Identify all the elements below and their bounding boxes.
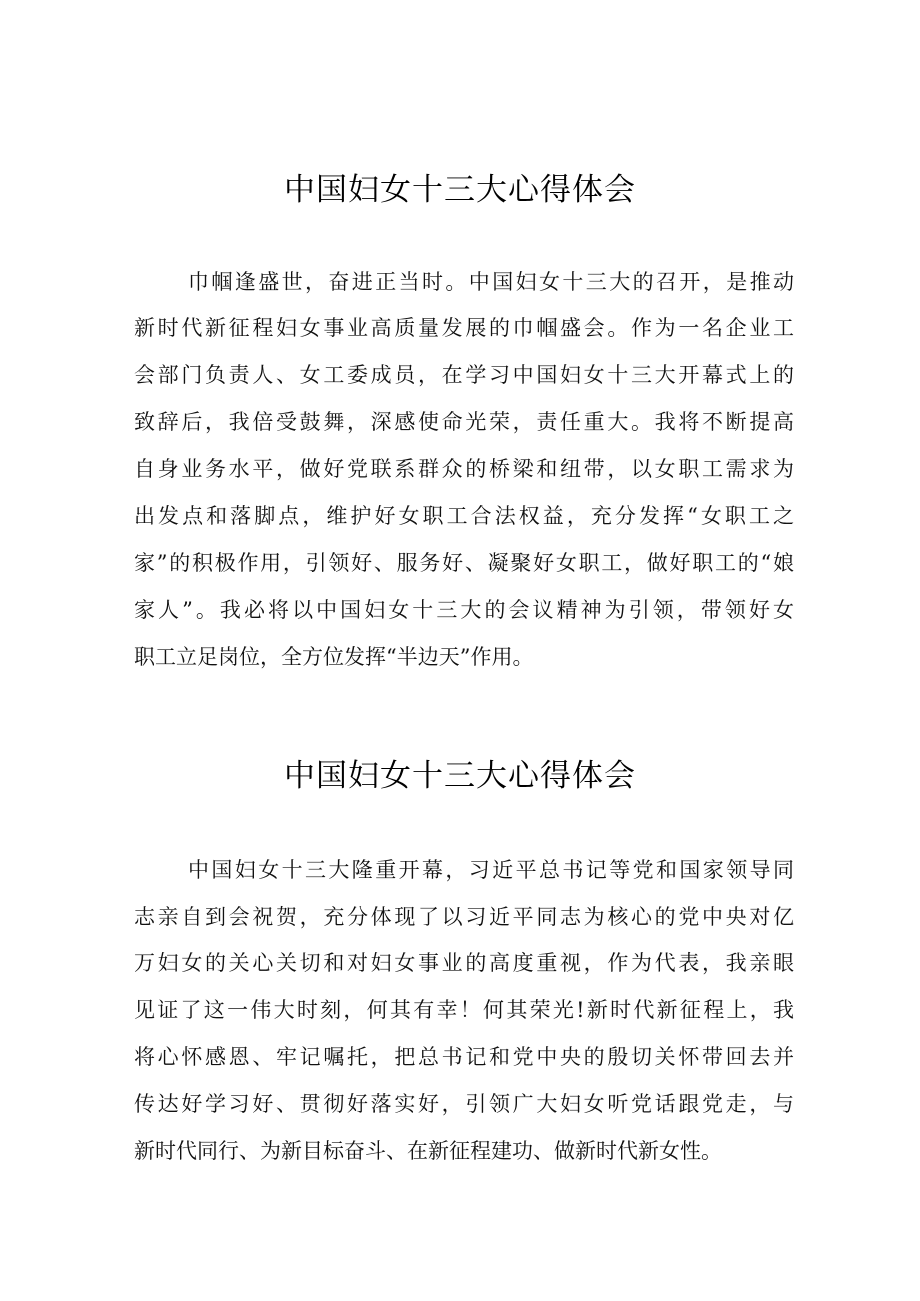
paragraph-line: 见证了这一伟大时刻，何其有幸！何其荣光!新时代新征程上，我 [134,998,794,1022]
paragraph-line: 职工立足岗位，全方位发挥“半边天”作用。 [134,645,534,669]
paragraph-line: 家人”。我必将以中国妇女十三大的会议精神为引领，带领好女 [134,598,794,622]
paragraph-line: 会部门负责人、女工委成员，在学习中国妇女十三大开幕式上的 [134,363,794,387]
section-2-title: 中国妇女十三大心得体会 [284,758,636,794]
paragraph-line: 家”的积极作用，引领好、服务好、凝聚好女职工，做好职工的“娘 [134,551,794,575]
paragraph-line: 自身业务水平，做好党联系群众的桥梁和纽带，以女职工需求为 [134,457,794,481]
section-1-title: 中国妇女十三大心得体会 [284,172,636,208]
paragraph-line: 中国妇女十三大隆重开幕，习近平总书记等党和国家领导同 [188,858,794,882]
paragraph-line: 巾帼逢盛世，奋进正当时。中国妇女十三大的召开，是推动 [188,270,794,294]
paragraph-line: 新时代新征程妇女事业高质量发展的巾帼盛会。作为一名企业工 [134,316,794,340]
paragraph-line: 致辞后，我倍受鼓舞，深感使命光荣，责任重大。我将不断提高 [134,410,794,434]
paragraph-line: 将心怀感恩、牢记嘱托，把总书记和党中央的殷切关怀带回去并 [134,1045,794,1069]
paragraph-line: 传达好学习好、贯彻好落实好，引领广大妇女听党话跟党走，与 [134,1092,794,1116]
paragraph-line: 新时代同行、为新目标奋斗、在新征程建功、做新时代新女性。 [134,1139,722,1163]
paragraph-line: 出发点和落脚点，维护好女职工合法权益，充分发挥“女职工之 [134,504,794,528]
paragraph-line: 志亲自到会祝贺，充分体现了以习近平同志为核心的党中央对亿 [134,905,794,929]
paragraph-line: 万妇女的关心关切和对妇女事业的高度重视，作为代表，我亲眼 [134,951,794,975]
